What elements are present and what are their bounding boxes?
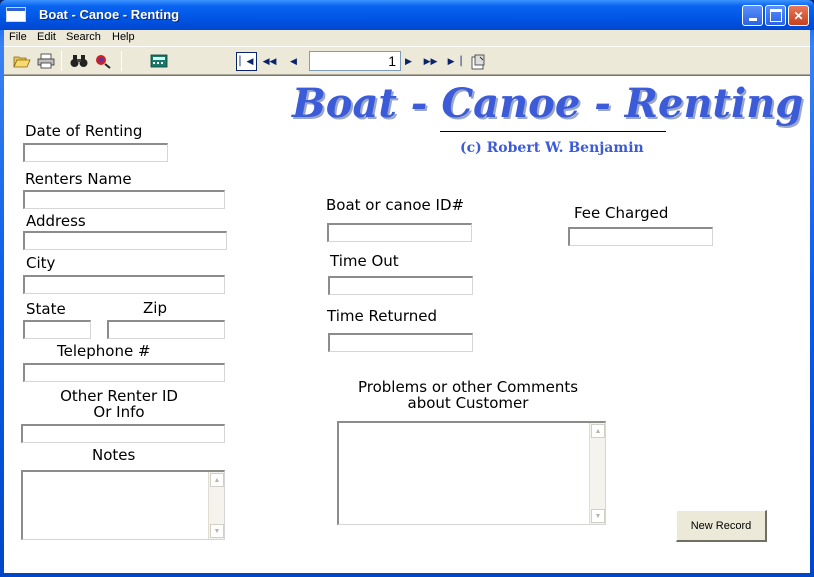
comments-label: Problems or other Comments about Customer <box>357 378 579 412</box>
time-returned-label: Time Returned <box>327 307 438 325</box>
maximize-button[interactable] <box>765 5 786 26</box>
calculator-icon[interactable] <box>149 52 169 70</box>
menu-edit[interactable]: Edit <box>37 31 56 43</box>
fee-charged-input[interactable] <box>568 227 713 246</box>
zip-input[interactable] <box>107 320 225 339</box>
first-record-button[interactable]: ▏◀ <box>236 52 257 71</box>
new-record-toolbar-icon[interactable] <box>467 52 488 71</box>
form-title: Boat - Canoe - Renting <box>292 80 804 127</box>
boat-id-label: Boat or canoe ID# <box>326 196 465 214</box>
print-icon[interactable] <box>36 52 56 70</box>
time-returned-input[interactable] <box>328 333 473 352</box>
scroll-up-icon[interactable]: ▲ <box>591 424 605 438</box>
telephone-input[interactable] <box>23 363 225 382</box>
next-page-button[interactable]: ▶▶ <box>423 56 438 66</box>
author-credit: (c) Robert W. Benjamin <box>460 140 644 156</box>
title-divider <box>440 131 666 132</box>
find-replace-icon[interactable] <box>93 52 113 70</box>
close-button[interactable]: ✕ <box>788 5 809 26</box>
open-folder-icon[interactable] <box>12 52 32 70</box>
time-out-input[interactable] <box>328 276 473 295</box>
address-input[interactable] <box>23 231 227 250</box>
next-record-button[interactable]: ▶ <box>405 56 412 66</box>
address-label: Address <box>26 212 86 230</box>
renting-form <box>4 76 810 573</box>
city-label: City <box>26 254 56 272</box>
date-of-renting-label: Date of Renting <box>25 122 143 140</box>
comments-textarea[interactable] <box>337 421 606 525</box>
menu-file[interactable]: File <box>9 31 27 43</box>
zip-label: Zip <box>143 299 167 317</box>
comments-scrollbar[interactable] <box>589 423 605 524</box>
telephone-label: Telephone # <box>57 342 151 360</box>
previous-record-button[interactable]: ◀ <box>290 56 297 66</box>
new-record-button[interactable]: New Record <box>676 510 767 542</box>
boat-id-input[interactable] <box>327 223 472 242</box>
renters-name-label: Renters Name <box>25 170 132 188</box>
state-label: State <box>26 300 66 318</box>
scroll-down-icon[interactable]: ▼ <box>210 524 224 538</box>
previous-page-button[interactable]: ◀◀ <box>262 56 277 66</box>
notes-textarea[interactable] <box>21 470 225 540</box>
menu-search[interactable]: Search <box>66 31 101 43</box>
find-binoculars-icon[interactable] <box>69 52 89 70</box>
date-of-renting-input[interactable] <box>23 143 168 162</box>
title-bar[interactable] <box>0 0 814 30</box>
other-renter-id-label: Other Renter ID Or Info <box>60 387 178 421</box>
renters-name-input[interactable] <box>23 190 225 209</box>
fee-charged-label: Fee Charged <box>574 204 669 222</box>
record-number-input[interactable]: 1 <box>309 51 401 71</box>
time-out-label: Time Out <box>330 252 399 270</box>
menu-help[interactable]: Help <box>112 31 135 43</box>
minimize-button[interactable] <box>742 5 763 26</box>
notes-label: Notes <box>92 446 136 464</box>
notes-scrollbar[interactable] <box>208 472 224 539</box>
app-icon[interactable] <box>6 7 26 22</box>
scroll-up-icon[interactable]: ▲ <box>210 473 224 487</box>
other-renter-id-input[interactable] <box>21 424 225 443</box>
last-record-button[interactable]: ▶▕ <box>447 56 462 66</box>
toolbar <box>4 46 810 75</box>
window-title: Boat - Canoe - Renting <box>39 7 180 22</box>
city-input[interactable] <box>23 275 225 294</box>
scroll-down-icon[interactable]: ▼ <box>591 509 605 523</box>
state-input[interactable] <box>23 320 91 339</box>
menu-bar <box>4 30 810 46</box>
